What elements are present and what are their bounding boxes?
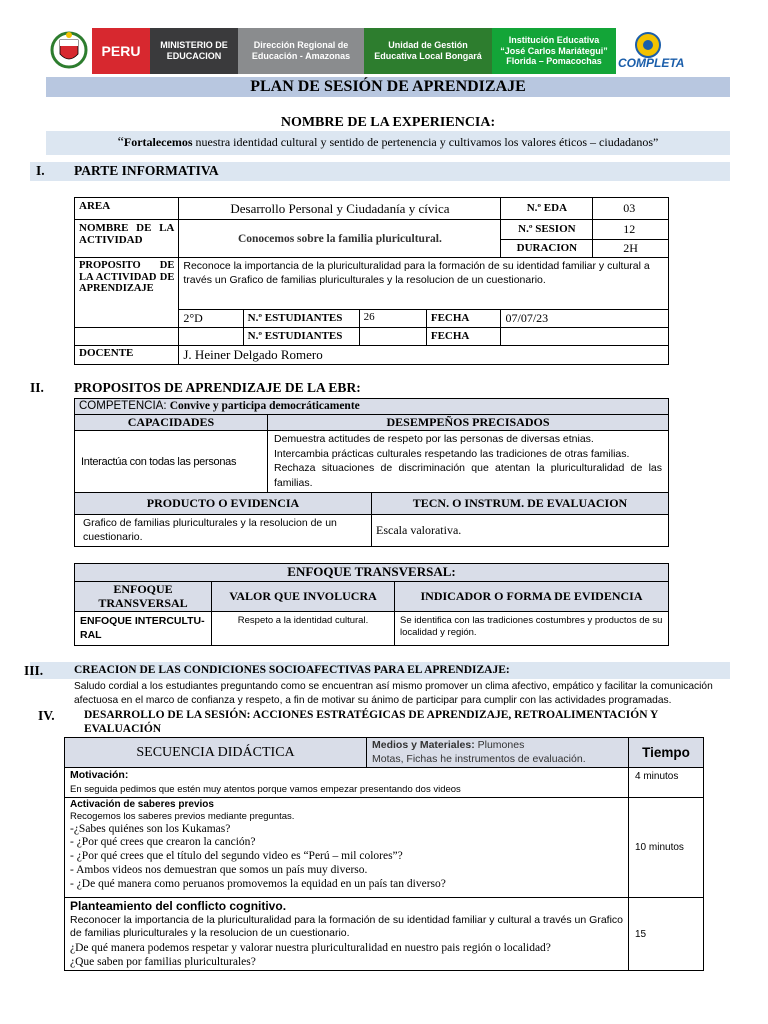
purpose-label: PROPOSITO DE LA ACTIVIDAD DE APRENDIZAJE [75, 258, 179, 328]
dre-banner: Dirección Regional de Educación - Amazonas [238, 28, 364, 74]
enfoque-header-1: ENFOQUE TRANSVERSAL [75, 582, 212, 612]
date-label: FECHA [426, 310, 501, 328]
students-value: 26 [359, 310, 426, 328]
evidence-table [74, 492, 669, 547]
minedu-banner: MINISTERIO DE EDUCACION [150, 28, 238, 74]
school-logo [618, 30, 685, 74]
conflict-text: Reconocer la importancia de la pluriculturalidad para la formación de su identidad familiar y cultural a través un Grafico de familias pluriculturales y la resolucion de un cuestionario. [70, 914, 623, 940]
eda-label: N.º EDA [501, 198, 593, 220]
technique-header: TECN. O INSTRUM. DE EVALUACION [372, 493, 669, 515]
product-header: PRODUCTO O EVIDENCIA [75, 493, 372, 515]
activation-intro: Recogemos los saberes previos mediante preguntas. [70, 811, 295, 823]
area-label: AREA [75, 198, 179, 220]
enfoque-value-1: ENFOQUE INTERCULTU-RAL [75, 612, 212, 646]
enfoque-header-2: VALOR QUE INVOLUCRA [212, 582, 395, 612]
teacher-value: J. Heiner Delgado Romero [179, 346, 669, 365]
section-1-number: I. [36, 163, 45, 178]
ie-banner [492, 28, 616, 74]
experience-quote-rest: nuestra identidad cultural y sentido de pertenencia y cultivamos los valores éticos – ciudadanos” [192, 135, 659, 149]
capacity-value: Interactúa con todas las personas [75, 431, 268, 493]
competency-table [74, 398, 669, 493]
date-label-2: FECHA [426, 328, 501, 346]
enfoque-title: ENFOQUE TRANSVERSAL: [75, 564, 669, 582]
conflict-question-2: ¿Que saben por familias pluriculturales? [70, 955, 256, 968]
sequence-table [64, 737, 704, 971]
area-value: Desarrollo Personal y Ciudadanía y cívica [179, 198, 501, 220]
section-2-title: PROPOSITOS DE APRENDIZAJE DE LA EBR: [74, 380, 361, 395]
activation-question: -¿Sabes quiénes son los Kukamas? [70, 822, 231, 835]
peru-banner: PERU [92, 28, 150, 74]
materials-value-2: Motas, Fichas he instrumentos de evaluación. [372, 752, 586, 765]
sequence-header: SECUENCIA DIDÁCTICA [65, 738, 367, 768]
activation-question: - ¿De qué manera como peruanos promovemos la equidad en un país tan diverso? [70, 877, 446, 890]
competency-value: Convive y participa democráticamente [169, 400, 360, 412]
school-logo-text: COMPLETA [618, 56, 685, 70]
activation-title: Activación de saberes previos [70, 799, 214, 811]
sesion-value: 12 [593, 220, 669, 240]
competency-label: COMPETENCIA: [79, 400, 170, 412]
time-header: Tiempo [629, 738, 704, 768]
enfoque-value-3: Se identifica con las tradiciones costumbres y productos de su localidad y región. [395, 612, 669, 646]
section-3-title: CREACION DE LAS CONDICIONES SOCIOAFECTIVAS PARA EL APRENDIZAJE: [74, 664, 510, 676]
experience-quote-bold: Fortalecemos [123, 135, 193, 149]
conflict-question-1: ¿De qué manera podemos respetar y valorar nuestra pluriculturalidad en nuestro pais región o localidad? [70, 941, 551, 954]
ugel-banner: Unidad de Gestión Educativa Local Bongará [364, 28, 492, 74]
conflict-time: 15 [629, 898, 704, 971]
capacities-header: CAPACIDADES [75, 415, 268, 431]
experience-quote: “Fortalecemos nuestra identidad cultural y sentido de pertenencia y cultivamos los valores éticos – ciudadanos” [46, 131, 730, 155]
performance-item: Intercambia prácticas culturales respetando las tradiciones de otras familias. [274, 447, 630, 460]
activity-value: Conocemos sobre la familia pluricultural. [179, 220, 501, 258]
info-table [74, 197, 669, 365]
eda-value: 03 [593, 198, 669, 220]
experience-heading: NOMBRE DE LA EXPERIENCIA: [280, 115, 496, 130]
ie-line3: Florida – Pomacochas [506, 56, 602, 67]
performances-header: DESEMPEÑOS PRECISADOS [268, 415, 669, 431]
duration-label: DURACION [501, 240, 593, 258]
motivation-text: En seguida pedimos que estén muy atentos porque vamos empezar presentando dos videos [70, 784, 461, 796]
date-value: 07/07/23 [501, 310, 669, 328]
product-value: Grafico de familias pluriculturales y la resolucion de un cuestionario. [75, 515, 372, 547]
performance-item: Demuestra actitudes de respeto por las personas de diversas etnias. [274, 433, 594, 445]
purpose-value: Reconoce la importancia de la pluriculturalidad para la formación de su identidad familiar y cultural a través un Grafico de familias pluriculturales y la resolucion de un cuestionario. [179, 258, 669, 310]
activity-label: NOMBRE DE LA ACTIVIDAD [75, 220, 179, 258]
performance-item: Rechaza situaciones de discriminación que atentan la pluriculturalidad de las familias. [274, 462, 662, 490]
motivation-title: Motivación: [70, 769, 129, 782]
students-label: N.º ESTUDIANTES [243, 310, 359, 328]
duration-value: 2H [593, 240, 669, 258]
peru-shield-logo [46, 28, 92, 74]
students-label-2: N.º ESTUDIANTES [243, 328, 359, 346]
activation-time: 10 minutos [629, 798, 704, 898]
enfoque-table [74, 563, 669, 646]
motivation-time: 4 minutos [629, 768, 704, 798]
activation-question: - ¿Por qué crees que el título del segundo video es “Perú – mil colores”? [70, 850, 403, 863]
conflict-title: Planteamiento del conflicto cognitivo. [70, 899, 287, 914]
ie-line1: Institución Educativa [508, 34, 600, 45]
enfoque-value-2: Respeto a la identidad cultural. [212, 612, 395, 646]
section-1-title: PARTE INFORMATIVA [74, 163, 219, 178]
section-3-number: III. [24, 663, 44, 678]
ie-line2: “José Carlos Mariátegui” [500, 45, 608, 56]
materials-value: Plumones [477, 739, 525, 751]
section-4-title: DESARROLLO DE LA SESIÓN: ACCIONES ESTRATÉGICAS DE APRENDIZAJE, RETROALIMENTACIÓN Y EVALUACIÓN [84, 709, 658, 735]
sesion-label: N.º SESION [501, 220, 593, 240]
enfoque-header-3: INDICADOR O FORMA DE EVIDENCIA [395, 582, 669, 612]
page-title: PLAN DE SESIÓN DE APRENDIZAJE [46, 77, 730, 97]
section-3-text: Saludo cordial a los estudiantes preguntando como se encuentran así mismo promover un clima afectivo, empático y facilitar la comunicación afectuosa en el marco de confianza y respeto, a fin de motivar su ánimo de participar para cumplir con las actividades programadas. [74, 681, 713, 706]
materials-label: Medios y Materiales: [372, 739, 478, 751]
teacher-label: DOCENTE [75, 346, 179, 365]
activation-question: - ¿Por qué crees que crearon la canción? [70, 836, 256, 849]
grade-value: 2°D [179, 310, 243, 328]
section-4-number: IV. [38, 708, 55, 723]
section-2-number: II. [30, 380, 44, 395]
activation-question: - Ambos videos nos demuestran que somos un país muy diverso. [70, 864, 368, 877]
technique-value: Escala valorativa. [372, 515, 669, 547]
